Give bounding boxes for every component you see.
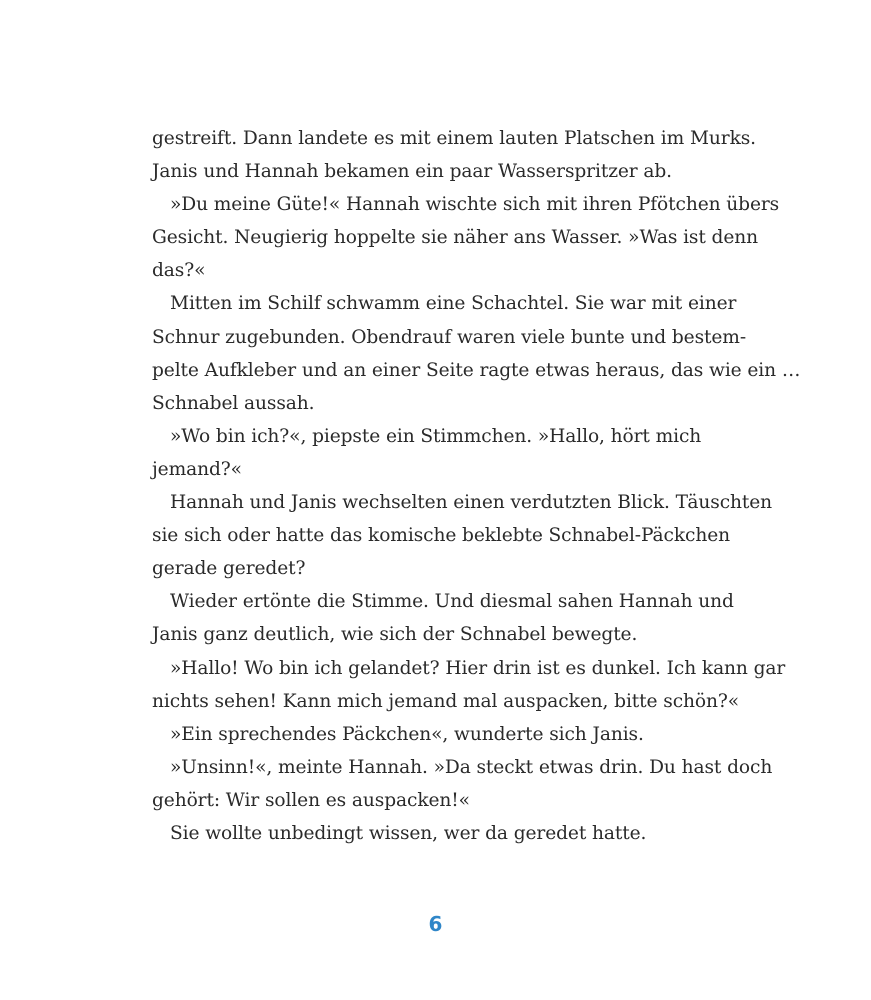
text-line: »Wo bin ich?«, piepste ein Stimmchen. »Hallo, hört mich bbox=[170, 425, 702, 447]
text-line: Mitten im Schilf schwamm eine Schachtel. Sie war mit einer bbox=[170, 293, 737, 315]
text-line: Sie wollte unbedingt wissen, wer da geredet hatte. bbox=[170, 822, 647, 844]
text-line: gestreift. Dann landete es mit einem lauten Platschen im Murks. bbox=[152, 128, 756, 149]
text-line: Janis und Hannah bekamen ein paar Wasserspritzer ab. bbox=[152, 161, 672, 183]
text-line: jemand?« bbox=[152, 458, 242, 480]
text-line: Schnabel aussah. bbox=[152, 392, 315, 414]
text-line: Janis ganz deutlich, wie sich der Schnabel bewegte. bbox=[152, 624, 638, 646]
text-line: »Unsinn!«, meinte Hannah. »Da steckt etwas drin. Du hast doch bbox=[170, 756, 773, 778]
text-line: Hannah und Janis wechselten einen verdutzten Blick. Täuschten bbox=[170, 492, 773, 514]
body-text bbox=[152, 122, 801, 850]
text-line: »Du meine Güte!« Hannah wischte sich mit ihren Pfötchen übers bbox=[170, 194, 780, 216]
text-line: das?« bbox=[152, 260, 206, 282]
page-number: 6 bbox=[428, 912, 443, 936]
text-line: gerade geredet? bbox=[152, 558, 306, 580]
text-line: gehört: Wir sollen es auspacken!« bbox=[152, 789, 470, 811]
text-line: »Ein sprechendes Päckchen«, wunderte sich Janis. bbox=[170, 723, 644, 745]
text-line: pelte Aufkleber und an einer Seite ragte etwas heraus, das wie ein … bbox=[152, 359, 801, 381]
text-line: Schnur zugebunden. Obendrauf waren viele bunte und bestem- bbox=[152, 326, 747, 348]
text-line: »Hallo! Wo bin ich gelandet? Hier drin ist es dunkel. Ich kann gar bbox=[170, 657, 786, 679]
text-line: sie sich oder hatte das komische beklebte Schnabel-Päckchen bbox=[152, 525, 730, 547]
text-line: nichts sehen! Kann mich jemand mal auspacken, bitte schön?« bbox=[152, 690, 740, 712]
text-line: Gesicht. Neugierig hoppelte sie näher ans Wasser. »Was ist denn bbox=[152, 227, 759, 249]
text-line: Wieder ertönte die Stimme. Und diesmal sahen Hannah und bbox=[170, 591, 734, 613]
